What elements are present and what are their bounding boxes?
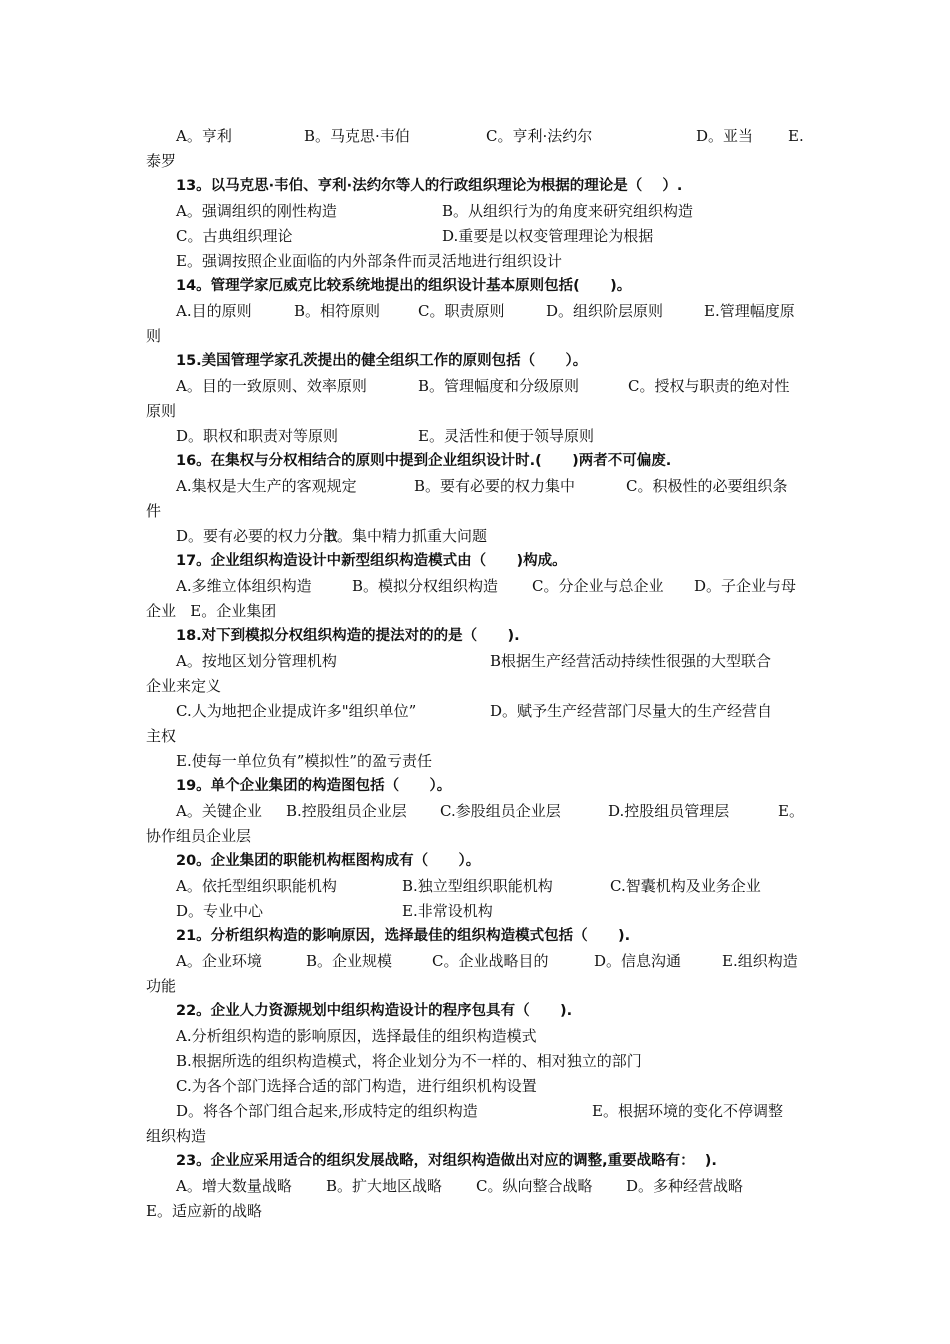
answer-option: D.重要是以权变管理理论为根据 [442,227,654,245]
option-row [176,299,810,324]
answer-option: D。将各个部门组合起来,形成特定的组织构造 [176,1102,478,1120]
option-row [176,124,810,149]
option-row [176,424,810,449]
option-row [176,374,810,399]
text-line: 则 [146,327,162,345]
answer-option: E。集中精力抓重大问题 [326,527,487,545]
question-stem: 21。分析组织构造的影响原因，选择最佳的组织构造模式包括（ ). [176,928,631,944]
answer-option: C。纵向整合战略 [476,1177,593,1195]
option-row [176,524,810,549]
text-line: 企业来定义 [146,677,222,695]
answer-option: D。多种经营战略 [626,1177,744,1195]
answer-option: A。按地区划分管理机构 [176,652,337,670]
answer-option: B。相符原则 [294,302,381,320]
text-line: E。强调按照企业面临的内外部条件而灵活地进行组织设计 [176,252,562,270]
answer-option: D.控股组员管理层 [608,802,730,820]
answer-option: A。企业环境 [176,952,262,970]
answer-option: C。积极性的必要组织条 [626,477,788,495]
question-stem: 20。企业集团的职能机构框图构成有（ ）。 [176,853,481,869]
question-stem: 23。企业应采用适合的组织发展战略，对组织构造做出对应的调整,重要战略有： ). [176,1153,717,1169]
text-line: 泰罗 [146,152,177,170]
question-stem: 13。以马克思·韦伯、亨利·法约尔等人的行政组织理论为根据的理论是（ ）. [176,178,683,194]
question-stem: 17。企业组织构造设计中新型组织构造模式由（ )构成。 [176,553,567,569]
answer-option: D。赋予生产经营部门尽量大的生产经营自 [490,702,773,720]
answer-option: B。要有必要的权力集中 [414,477,576,495]
answer-option: B。企业规模 [306,952,393,970]
answer-option: E. [788,127,804,145]
text-line: 原则 [146,402,177,420]
option-row [176,649,810,674]
option-row [176,574,810,599]
answer-option: D。专业中心 [176,902,264,920]
text-line: 协作组员企业层 [146,827,252,845]
answer-option: E。根据环境的变化不停调整 [592,1102,783,1120]
answer-option: C。分企业与总企业 [532,577,664,595]
answer-option: B.控股组员企业层 [286,802,407,820]
option-row [176,1174,810,1199]
answer-option: C。企业战略目的 [432,952,549,970]
answer-option: A。依托型组织职能机构 [176,877,337,895]
answer-option: D。信息沟通 [594,952,682,970]
text-line: B.根据所选的组织构造模式，将企业划分为不一样的、相对独立的部门 [176,1052,642,1070]
answer-option: A.多维立体组织构造 [176,577,312,595]
text-line: 组织构造 [146,1127,207,1145]
answer-option: A。亨利 [176,127,232,145]
answer-option: D。亚当 [696,127,754,145]
option-row [176,949,810,974]
answer-option: D。子企业与母 [694,577,797,595]
answer-option: B。模拟分权组织构造 [352,577,499,595]
option-row [176,1099,810,1124]
option-row [176,899,810,924]
answer-option: E。灵活性和便于领导原则 [418,427,594,445]
text-line: 企业 E。企业集团 [146,602,277,620]
answer-option: E.管理幅度原 [704,302,795,320]
question-stem: 15.美国管理学家孔茨提出的健全组织工作的原则包括（ ）。 [176,353,588,369]
text-line: 件 [146,502,162,520]
text-line: E。适应新的战略 [146,1202,262,1220]
answer-option: C。职责原则 [418,302,505,320]
answer-option: B。管理幅度和分级原则 [418,377,580,395]
answer-option: E。 [778,802,804,820]
answer-option: A。强调组织的刚性构造 [176,202,337,220]
option-row [176,874,810,899]
answer-option: E.非常设机构 [402,902,493,920]
answer-option: C.参股组员企业层 [440,802,561,820]
option-row [176,199,810,224]
answer-option: B.独立型组织职能机构 [402,877,553,895]
answer-option: B。扩大地区战略 [326,1177,443,1195]
question-stem: 22。企业人力资源规划中组织构造设计的程序包具有（ ). [176,1003,573,1019]
answer-option: A.集权是大生产的客观规定 [176,477,357,495]
answer-option: C。古典组织理论 [176,227,293,245]
answer-option: C。授权与职责的绝对性 [628,377,790,395]
answer-option: A。增大数量战略 [176,1177,292,1195]
text-line: 功能 [146,977,177,995]
text-line: A.分析组织构造的影响原因，选择最佳的组织构造模式 [176,1027,537,1045]
answer-option: D。要有必要的权力分散 [176,527,339,545]
option-row [176,474,810,499]
answer-option: C。亨利·法约尔 [486,127,593,145]
answer-option: E.组织构造 [722,952,798,970]
option-row [176,224,810,249]
answer-option: A。关键企业 [176,802,262,820]
question-stem: 18.对下到模拟分权组织构造的提法对的的是（ ). [176,628,520,644]
option-row [176,699,810,724]
text-line: 主权 [146,727,177,745]
answer-option: D。组织阶层原则 [546,302,664,320]
option-row [176,799,810,824]
text-line: C.为各个部门选择合适的部门构造，进行组织机构设置 [176,1077,537,1095]
question-stem: 14。管理学家厄威克比较系统地提出的组织设计基本原则包括( )。 [176,278,632,294]
answer-option: D。职权和职责对等原则 [176,427,339,445]
answer-option: B。马克思·韦伯 [304,127,410,145]
answer-option: A.目的原则 [176,302,252,320]
question-stem: 19。单个企业集团的构造图包括（ ）。 [176,778,452,794]
text-line: E.使每一单位负有”模拟性”的盈亏责任 [176,752,433,770]
answer-option: C.智囊机构及业务企业 [610,877,761,895]
answer-option: A。目的一致原则、效率原则 [176,377,367,395]
answer-option: B根据生产经营活动持续性很强的大型联合 [490,652,772,670]
answer-option: B。从组织行为的角度来研究组织构造 [442,202,694,220]
answer-option: C.人为地把企业提成许多"组织单位” [176,702,417,720]
question-stem: 16。在集权与分权相结合的原则中提到企业组织设计时.( )两者不可偏废. [176,453,672,469]
